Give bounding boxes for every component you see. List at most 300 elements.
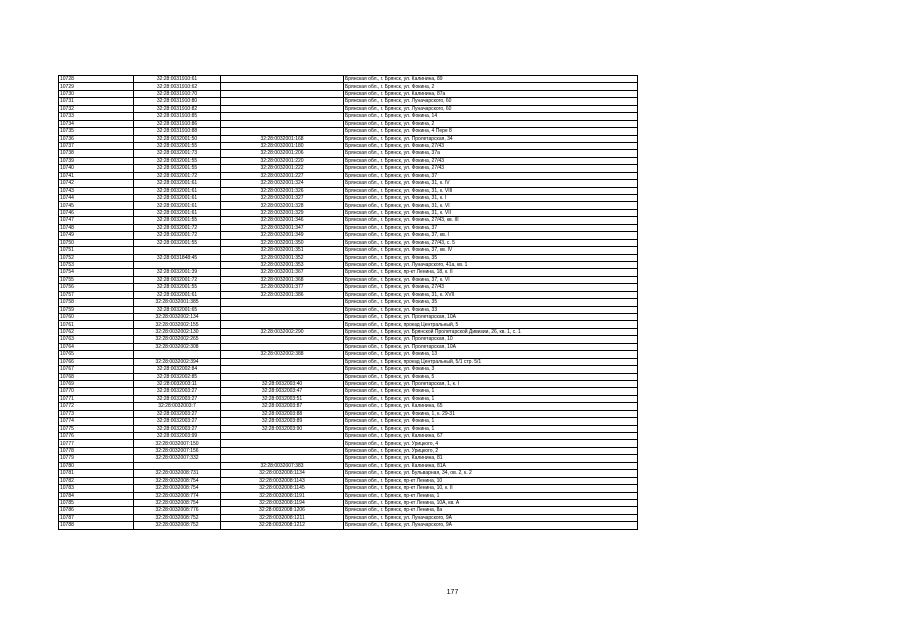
object-cadastral-number-cell xyxy=(221,366,344,373)
row-number-cell: 10737 xyxy=(59,142,134,149)
cadastral-number-cell: 32:28:0032002:308 xyxy=(134,343,221,350)
cadastral-number-cell: 32:28:0031910:61 xyxy=(134,76,221,83)
address-cell: Брянская обл., г. Брянск, ул. Фокина, 27/43, с. 5 xyxy=(344,239,638,246)
row-number-cell: 10741 xyxy=(59,172,134,179)
row-number-cell: 10746 xyxy=(59,209,134,216)
object-cadastral-number-cell: 32:28:0032002:290 xyxy=(221,328,344,335)
row-number-cell: 10734 xyxy=(59,120,134,127)
row-number-cell: 10778 xyxy=(59,447,134,454)
address-cell: Брянская обл., г. Брянск, ул. Фокина, 27/43 xyxy=(344,165,638,172)
cadastral-number-cell: 32:28:0032001:61 xyxy=(134,187,221,194)
address-cell: Брянская обл., г. Брянск, ул. Луначарского, 9А xyxy=(344,514,638,521)
cadastral-number-cell: 32:28:0032003:27 xyxy=(134,418,221,425)
object-cadastral-number-cell xyxy=(221,105,344,112)
object-cadastral-number-cell xyxy=(221,455,344,462)
object-cadastral-number-cell xyxy=(221,113,344,120)
row-number-cell: 10764 xyxy=(59,343,134,350)
table-row xyxy=(59,425,638,432)
table-row xyxy=(59,76,638,83)
cadastral-number-cell: 32:28:0032001:61 xyxy=(134,202,221,209)
row-number-cell: 10750 xyxy=(59,239,134,246)
table-row xyxy=(59,470,638,477)
table-row xyxy=(59,433,638,440)
address-cell: Брянская обл., г. Брянск, ул. Калинина, 81А xyxy=(344,462,638,469)
table-row xyxy=(59,299,638,306)
object-cadastral-number-cell: 32:28:0032008:1212 xyxy=(221,522,344,529)
cadastral-number-cell: 32:28:0032008:774 xyxy=(134,492,221,499)
cadastral-number-cell: 32:28:0032002:265 xyxy=(134,336,221,343)
row-number-cell: 10776 xyxy=(59,433,134,440)
object-cadastral-number-cell: 32:28:0032001:220 xyxy=(221,157,344,164)
cadastral-number-cell: 32:28:0032002:130 xyxy=(134,328,221,335)
table-row xyxy=(59,358,638,365)
object-cadastral-number-cell xyxy=(221,120,344,127)
object-cadastral-number-cell: 32:28:0032001:386 xyxy=(221,291,344,298)
row-number-cell: 10765 xyxy=(59,351,134,358)
object-cadastral-number-cell: 32:28:0032001:222 xyxy=(221,165,344,172)
table-row xyxy=(59,150,638,157)
table-row xyxy=(59,373,638,380)
address-cell: Брянская обл., г. Брянск, проезд Центральный, 5 xyxy=(344,321,638,328)
address-cell: Брянская обл., г. Брянск, ул. Фокина, 37, кв. IV xyxy=(344,247,638,254)
address-cell: Брянская обл., г. Брянск, ул. Бульварная, 34, ов. 2, к. 2 xyxy=(344,470,638,477)
object-cadastral-number-cell xyxy=(221,447,344,454)
object-cadastral-number-cell xyxy=(221,90,344,97)
object-cadastral-number-cell: 32:28:0032001:377 xyxy=(221,284,344,291)
cadastral-number-cell: 32:28:0032008:752 xyxy=(134,514,221,521)
row-number-cell: 10763 xyxy=(59,336,134,343)
object-cadastral-number-cell xyxy=(221,83,344,90)
object-cadastral-number-cell xyxy=(221,299,344,306)
registry-table-body xyxy=(59,76,638,530)
row-number-cell: 10769 xyxy=(59,380,134,387)
row-number-cell: 10782 xyxy=(59,477,134,484)
row-number-cell: 10748 xyxy=(59,224,134,231)
table-row xyxy=(59,90,638,97)
object-cadastral-number-cell: 32:28:0032008:1134 xyxy=(221,470,344,477)
cadastral-number-cell: 32:28:0032001:73 xyxy=(134,150,221,157)
cadastral-number-cell: 32:28:0032001:65 xyxy=(134,306,221,313)
object-cadastral-number-cell xyxy=(221,314,344,321)
cadastral-number-cell: 32:28:0032001:55 xyxy=(134,217,221,224)
address-cell: Брянская обл., г. Брянск, ул. Фокина, 31, к. IV xyxy=(344,180,638,187)
object-cadastral-number-cell xyxy=(221,358,344,365)
object-cadastral-number-cell xyxy=(221,98,344,105)
address-cell: Брянская обл., г. Брянск, ул. Фокина, 1 xyxy=(344,388,638,395)
cadastral-number-cell xyxy=(134,261,221,268)
object-cadastral-number-cell xyxy=(221,306,344,313)
table-row xyxy=(59,142,638,149)
address-cell: Брянская обл., г. Брянск, ул. Фокина, 37 xyxy=(344,172,638,179)
cadastral-number-cell: 32:28:0032008:754 xyxy=(134,485,221,492)
object-cadastral-number-cell: 32:28:0032001:346 xyxy=(221,217,344,224)
cadastral-number-cell: 32:28:0031910:70 xyxy=(134,90,221,97)
table-row xyxy=(59,328,638,335)
address-cell: Брянская обл., г. Брянск, ул. Пролетарская, 10 xyxy=(344,336,638,343)
object-cadastral-number-cell: 32:28:0032001:349 xyxy=(221,232,344,239)
address-cell: Брянская обл., г. Брянск, ул. Брянской Пролетарской Дивизии, 26, кв. 1, с. 1 xyxy=(344,328,638,335)
cadastral-number-cell: 32:28:0032008:752 xyxy=(134,522,221,529)
address-cell: Брянская обл., г. Брянск, ул. Калинина, 65 xyxy=(344,403,638,410)
cadastral-number-cell: 32:28:0031910:62 xyxy=(134,83,221,90)
address-cell: Брянская обл., г. Брянск, ул. Фокина, 31, к. I xyxy=(344,195,638,202)
address-cell: Брянская обл., г. Брянск, ул. Фокина, 5 xyxy=(344,373,638,380)
object-cadastral-number-cell: 32:28:0032001:327 xyxy=(221,195,344,202)
object-cadastral-number-cell: 32:28:0032003:51 xyxy=(221,395,344,402)
address-cell: Брянская обл., г. Брянск, пр-кт Ленина, 8а xyxy=(344,507,638,514)
address-cell: Брянская обл., г. Брянск, ул. Фокина, 13 xyxy=(344,351,638,358)
cadastral-number-cell: 32:28:0032008:731 xyxy=(134,470,221,477)
row-number-cell: 10786 xyxy=(59,507,134,514)
row-number-cell: 10738 xyxy=(59,150,134,157)
table-row xyxy=(59,157,638,164)
address-cell: Брянская обл., г. Брянск, ул. Пролетарская, 10А xyxy=(344,343,638,350)
table-row xyxy=(59,492,638,499)
table-row xyxy=(59,239,638,246)
cadastral-number-cell: 32:28:0031848:45 xyxy=(134,254,221,261)
row-number-cell: 10771 xyxy=(59,395,134,402)
row-number-cell: 10730 xyxy=(59,90,134,97)
row-number-cell: 10777 xyxy=(59,440,134,447)
cadastral-number-cell: 32:28:0032003:27 xyxy=(134,388,221,395)
object-cadastral-number-cell: 32:28:0032003:90 xyxy=(221,425,344,432)
object-cadastral-number-cell xyxy=(221,128,344,135)
address-cell: Брянская обл., г. Брянск, ул. Луначарского, 60 xyxy=(344,105,638,112)
table-row xyxy=(59,276,638,283)
address-cell: Брянская обл., г. Брянск, ул. Фокина, 3 xyxy=(344,366,638,373)
row-number-cell: 10772 xyxy=(59,403,134,410)
object-cadastral-number-cell: 32:28:0032001:368 xyxy=(221,276,344,283)
table-row xyxy=(59,83,638,90)
table-row xyxy=(59,418,638,425)
object-cadastral-number-cell xyxy=(221,440,344,447)
object-cadastral-number-cell: 32:28:0032008:1145 xyxy=(221,485,344,492)
table-row xyxy=(59,135,638,142)
object-cadastral-number-cell: 32:28:0032003:87 xyxy=(221,403,344,410)
row-number-cell: 10768 xyxy=(59,373,134,380)
cadastral-number-cell xyxy=(134,351,221,358)
table-row xyxy=(59,98,638,105)
cadastral-number-cell: 32:28:0032003:7 xyxy=(134,403,221,410)
cadastral-number-cell: 32:28:0032001:50 xyxy=(134,135,221,142)
row-number-cell: 10753 xyxy=(59,261,134,268)
table-row xyxy=(59,209,638,216)
cadastral-number-cell: 32:28:0032002:134 xyxy=(134,314,221,321)
address-cell: Брянская обл., г. Брянск, проезд Центральный, 5/1 стр. 5/1 xyxy=(344,358,638,365)
address-cell: Брянская обл., г. Брянск, пр-кт Ленина, 1 xyxy=(344,492,638,499)
table-row xyxy=(59,172,638,179)
object-cadastral-number-cell: 32:28:0032001:206 xyxy=(221,150,344,157)
row-number-cell: 10740 xyxy=(59,165,134,172)
cadastral-number-cell: 32:28:0032007:332 xyxy=(134,455,221,462)
address-cell: Брянская обл., г. Брянск, ул. Фокина, 2 xyxy=(344,83,638,90)
table-row xyxy=(59,403,638,410)
table-row xyxy=(59,202,638,209)
table-row xyxy=(59,507,638,514)
cadastral-number-cell: 32:28:0032001:55 xyxy=(134,239,221,246)
object-cadastral-number-cell: 32:28:0032003:88 xyxy=(221,410,344,417)
table-row xyxy=(59,522,638,529)
address-cell: Брянская обл., г. Брянск, ул. Фокина, 4 Пере 8 xyxy=(344,128,638,135)
row-number-cell: 10743 xyxy=(59,187,134,194)
cadastral-number-cell: 32:28:0031910:88 xyxy=(134,128,221,135)
row-number-cell: 10745 xyxy=(59,202,134,209)
table-row xyxy=(59,165,638,172)
object-cadastral-number-cell: 32:28:0032003:40 xyxy=(221,380,344,387)
row-number-cell: 10731 xyxy=(59,98,134,105)
address-cell: Брянская обл., г. Брянск, ул. Пролетарская, 34 xyxy=(344,135,638,142)
table-row xyxy=(59,187,638,194)
cadastral-number-cell: 32:28:0032008:754 xyxy=(134,499,221,506)
object-cadastral-number-cell: 32:28:0032001:329 xyxy=(221,209,344,216)
table-row xyxy=(59,217,638,224)
object-cadastral-number-cell xyxy=(221,433,344,440)
row-number-cell: 10787 xyxy=(59,514,134,521)
cadastral-number-cell: 32:28:0032003:27 xyxy=(134,425,221,432)
address-cell: Брянская обл., г. Брянск, ул. Фокина, 37, к. VI xyxy=(344,276,638,283)
address-cell: Брянская обл., г. Брянск, ул. Фокина, 31, к. VIII xyxy=(344,187,638,194)
object-cadastral-number-cell: 32:28:0032001:347 xyxy=(221,224,344,231)
cadastral-number-cell: 32:28:0032002:84 xyxy=(134,366,221,373)
address-cell: Брянская обл., г. Брянск, ул. Калинина, 89 xyxy=(344,76,638,83)
table-row xyxy=(59,291,638,298)
page-number: 177 xyxy=(446,589,459,596)
address-cell: Брянская обл., г. Брянск, ул. Пролетарская, 1, к. I xyxy=(344,380,638,387)
cadastral-number-cell: 32:28:0031910:80 xyxy=(134,98,221,105)
row-number-cell: 10757 xyxy=(59,291,134,298)
table-row xyxy=(59,485,638,492)
cadastral-number-cell: 32:28:0032001:61 xyxy=(134,209,221,216)
object-cadastral-number-cell: 32:28:0032001:328 xyxy=(221,202,344,209)
address-cell: Брянская обл., г. Брянск, ул. Калинина, 87а xyxy=(344,90,638,97)
cadastral-number-cell: 32:28:0032003:11 xyxy=(134,380,221,387)
table-row xyxy=(59,388,638,395)
cadastral-number-cell: 32:28:0032001:72 xyxy=(134,232,221,239)
row-number-cell: 10775 xyxy=(59,425,134,432)
object-cadastral-number-cell: 32:28:0032001:350 xyxy=(221,239,344,246)
cadastral-number-cell: 32:28:0032001:55 xyxy=(134,284,221,291)
object-cadastral-number-cell: 32:28:0032008:1211 xyxy=(221,514,344,521)
table-row xyxy=(59,306,638,313)
cadastral-number-cell: 32:28:0032008:754 xyxy=(134,477,221,484)
cadastral-number-cell: 32:28:0032002:155 xyxy=(134,321,221,328)
object-cadastral-number-cell: 32:28:0032001:353 xyxy=(221,261,344,268)
object-cadastral-number-cell: 32:28:0032001:367 xyxy=(221,269,344,276)
table-row xyxy=(59,410,638,417)
table-row xyxy=(59,120,638,127)
object-cadastral-number-cell: 32:28:0032008:1206 xyxy=(221,507,344,514)
cadastral-number-cell: 32:28:0031910:82 xyxy=(134,105,221,112)
address-cell: Брянская обл., г. Брянск, ул. Луначарского, 41а, кв. 1 xyxy=(344,261,638,268)
cadastral-number-cell: 32:28:0031910:86 xyxy=(134,120,221,127)
table-row xyxy=(59,477,638,484)
table-row xyxy=(59,321,638,328)
row-number-cell: 10751 xyxy=(59,247,134,254)
object-cadastral-number-cell xyxy=(221,373,344,380)
object-cadastral-number-cell xyxy=(221,321,344,328)
address-cell: Брянская обл., г. Брянск, ул. Фокина, 1 xyxy=(344,418,638,425)
cadastral-number-cell: 32:28:0032001:55 xyxy=(134,142,221,149)
address-cell: Брянская обл., г. Брянск, ул. Урицкого, 4 xyxy=(344,440,638,447)
cadastral-number-cell: 32:28:0032003:27 xyxy=(134,410,221,417)
address-cell: Брянская обл., г. Брянск, ул. Фокина, 35 xyxy=(344,254,638,261)
table-row xyxy=(59,366,638,373)
row-number-cell: 10780 xyxy=(59,462,134,469)
row-number-cell: 10788 xyxy=(59,522,134,529)
table-row xyxy=(59,254,638,261)
object-cadastral-number-cell: 32:28:0032001:168 xyxy=(221,135,344,142)
table-row xyxy=(59,232,638,239)
row-number-cell: 10784 xyxy=(59,492,134,499)
address-cell: Брянская обл., г. Брянск, ул. Фокина, 37а xyxy=(344,150,638,157)
row-number-cell: 10736 xyxy=(59,135,134,142)
address-cell: Брянская обл., г. Брянск, ул. Луначарского, 60 xyxy=(344,98,638,105)
row-number-cell: 10735 xyxy=(59,128,134,135)
row-number-cell: 10755 xyxy=(59,276,134,283)
cadastral-number-cell: 32:28:0032003:99 xyxy=(134,433,221,440)
row-number-cell: 10729 xyxy=(59,83,134,90)
row-number-cell: 10728 xyxy=(59,76,134,83)
row-number-cell: 10749 xyxy=(59,232,134,239)
row-number-cell: 10756 xyxy=(59,284,134,291)
row-number-cell: 10747 xyxy=(59,217,134,224)
cadastral-number-cell: 32:28:0032001:72 xyxy=(134,172,221,179)
cadastral-number-cell: 32:28:0032001:39 xyxy=(134,269,221,276)
address-cell: Брянская обл., г. Брянск, ул. Фокина, 37 xyxy=(344,224,638,231)
row-number-cell: 10739 xyxy=(59,157,134,164)
cadastral-number-cell: 32:28:0032003:27 xyxy=(134,395,221,402)
cadastral-number-cell: 32:28:0032008:776 xyxy=(134,507,221,514)
address-cell: Брянская обл., г. Брянск, ул. Фокина, 1 xyxy=(344,395,638,402)
object-cadastral-number-cell xyxy=(221,336,344,343)
object-cadastral-number-cell: 32:28:0032008:1194 xyxy=(221,499,344,506)
row-number-cell: 10754 xyxy=(59,269,134,276)
cadastral-number-cell: 32:28:0032001:61 xyxy=(134,180,221,187)
table-row xyxy=(59,261,638,268)
address-cell: Брянская обл., г. Брянск, пр-кт Ленина, 10, к. II xyxy=(344,485,638,492)
object-cadastral-number-cell: 32:28:0032008:1191 xyxy=(221,492,344,499)
address-cell: Брянская обл., г. Брянск, ул. Фокина, 1 xyxy=(344,425,638,432)
row-number-cell: 10761 xyxy=(59,321,134,328)
address-cell: Брянская обл., г. Брянск, ул. Фокина, 14 xyxy=(344,113,638,120)
table-row xyxy=(59,105,638,112)
object-cadastral-number-cell: 32:28:0032001:352 xyxy=(221,254,344,261)
row-number-cell: 10770 xyxy=(59,388,134,395)
row-number-cell: 10785 xyxy=(59,499,134,506)
table-row xyxy=(59,314,638,321)
table-row xyxy=(59,351,638,358)
cadastral-number-cell: 32:28:0032001:72 xyxy=(134,224,221,231)
address-cell: Брянская обл., г. Брянск, ул. Фокина, 27/43 xyxy=(344,284,638,291)
row-number-cell: 10783 xyxy=(59,485,134,492)
object-cadastral-number-cell: 32:28:0032001:326 xyxy=(221,187,344,194)
row-number-cell: 10762 xyxy=(59,328,134,335)
address-cell: Брянская обл., г. Брянск, пр-кт Ленина, 10А, кв. А xyxy=(344,499,638,506)
table-row xyxy=(59,269,638,276)
object-cadastral-number-cell: 32:28:0032007:383 xyxy=(221,462,344,469)
table-row xyxy=(59,247,638,254)
table-row xyxy=(59,447,638,454)
table-row xyxy=(59,284,638,291)
table-row xyxy=(59,395,638,402)
address-cell: Брянская обл., г. Брянск, ул. Фокина, 27/43, кв. III xyxy=(344,217,638,224)
table-row xyxy=(59,343,638,350)
table-row xyxy=(59,180,638,187)
table-row xyxy=(59,224,638,231)
cadastral-number-cell: 32:28:0032001:72 xyxy=(134,276,221,283)
cadastral-number-cell xyxy=(134,247,221,254)
row-number-cell: 10781 xyxy=(59,470,134,477)
object-cadastral-number-cell: 32:28:0032008:1143 xyxy=(221,477,344,484)
object-cadastral-number-cell: 32:28:0032002:388 xyxy=(221,351,344,358)
address-cell: Брянская обл., г. Брянск, ул. Фокина, 31, к. XVII xyxy=(344,291,638,298)
table-row xyxy=(59,455,638,462)
row-number-cell: 10759 xyxy=(59,306,134,313)
address-cell: Брянская обл., г. Брянск, ул. Фокина, 27/43 xyxy=(344,157,638,164)
cadastral-number-cell: 32:28:0032001:385 xyxy=(134,299,221,306)
row-number-cell: 10742 xyxy=(59,180,134,187)
object-cadastral-number-cell: 32:28:0032003:47 xyxy=(221,388,344,395)
table-row xyxy=(59,514,638,521)
cadastral-number-cell: 32:28:0032001:61 xyxy=(134,195,221,202)
object-cadastral-number-cell: 32:28:0032001:324 xyxy=(221,180,344,187)
cadastral-number-cell: 32:28:0031910:85 xyxy=(134,113,221,120)
table-row xyxy=(59,128,638,135)
address-cell: Брянская обл., г. Брянск, ул. Фокина, 35 xyxy=(344,299,638,306)
address-cell: Брянская обл., г. Брянск, ул. Калинина, 67 xyxy=(344,433,638,440)
table-row xyxy=(59,380,638,387)
table-row xyxy=(59,499,638,506)
object-cadastral-number-cell: 32:28:0032001:351 xyxy=(221,247,344,254)
cadastral-number-cell: 32:28:0032007:150 xyxy=(134,440,221,447)
address-cell: Брянская обл., г. Брянск, ул. Урицкого, 2 xyxy=(344,447,638,454)
cadastral-number-cell: 32:28:0032002:394 xyxy=(134,358,221,365)
registry-table xyxy=(58,75,638,530)
row-number-cell: 10774 xyxy=(59,418,134,425)
address-cell: Брянская обл., г. Брянск, пр-кт Ленина, 10 xyxy=(344,477,638,484)
object-cadastral-number-cell xyxy=(221,76,344,83)
address-cell: Брянская обл., г. Брянск, ул. Фокина, 2 xyxy=(344,120,638,127)
object-cadastral-number-cell: 32:28:0032003:89 xyxy=(221,418,344,425)
row-number-cell: 10744 xyxy=(59,195,134,202)
table-row xyxy=(59,195,638,202)
cadastral-number-cell: 32:28:0032001:61 xyxy=(134,291,221,298)
address-cell: Брянская обл., г. Брянск, ул. Фокина, 31, к. VII xyxy=(344,209,638,216)
object-cadastral-number-cell: 32:28:0032001:227 xyxy=(221,172,344,179)
row-number-cell: 10760 xyxy=(59,314,134,321)
row-number-cell: 10767 xyxy=(59,366,134,373)
address-cell: Брянская обл., г. Брянск, ул. Луначарского, 9А xyxy=(344,522,638,529)
row-number-cell: 10758 xyxy=(59,299,134,306)
cadastral-number-cell: 32:28:0032002:85 xyxy=(134,373,221,380)
table-row xyxy=(59,462,638,469)
row-number-cell: 10752 xyxy=(59,254,134,261)
address-cell: Брянская обл., г. Брянск, ул. Фокина, 27/43 xyxy=(344,142,638,149)
address-cell: Брянская обл., г. Брянск, ул. Фокина, 37, кв. I xyxy=(344,232,638,239)
row-number-cell: 10766 xyxy=(59,358,134,365)
address-cell: Брянская обл., г. Брянск, ул. Калинина, 81 xyxy=(344,455,638,462)
table-row xyxy=(59,440,638,447)
cadastral-number-cell xyxy=(134,462,221,469)
address-cell: Брянская обл., г. Брянск, пр-кт Ленина, 18, к. II xyxy=(344,269,638,276)
row-number-cell: 10732 xyxy=(59,105,134,112)
row-number-cell: 10733 xyxy=(59,113,134,120)
table-row xyxy=(59,336,638,343)
address-cell: Брянская обл., г. Брянск, ул. Фокина, 33 xyxy=(344,306,638,313)
cadastral-number-cell: 32:28:0032007:156 xyxy=(134,447,221,454)
object-cadastral-number-cell xyxy=(221,343,344,350)
cadastral-number-cell: 32:28:0032001:55 xyxy=(134,165,221,172)
